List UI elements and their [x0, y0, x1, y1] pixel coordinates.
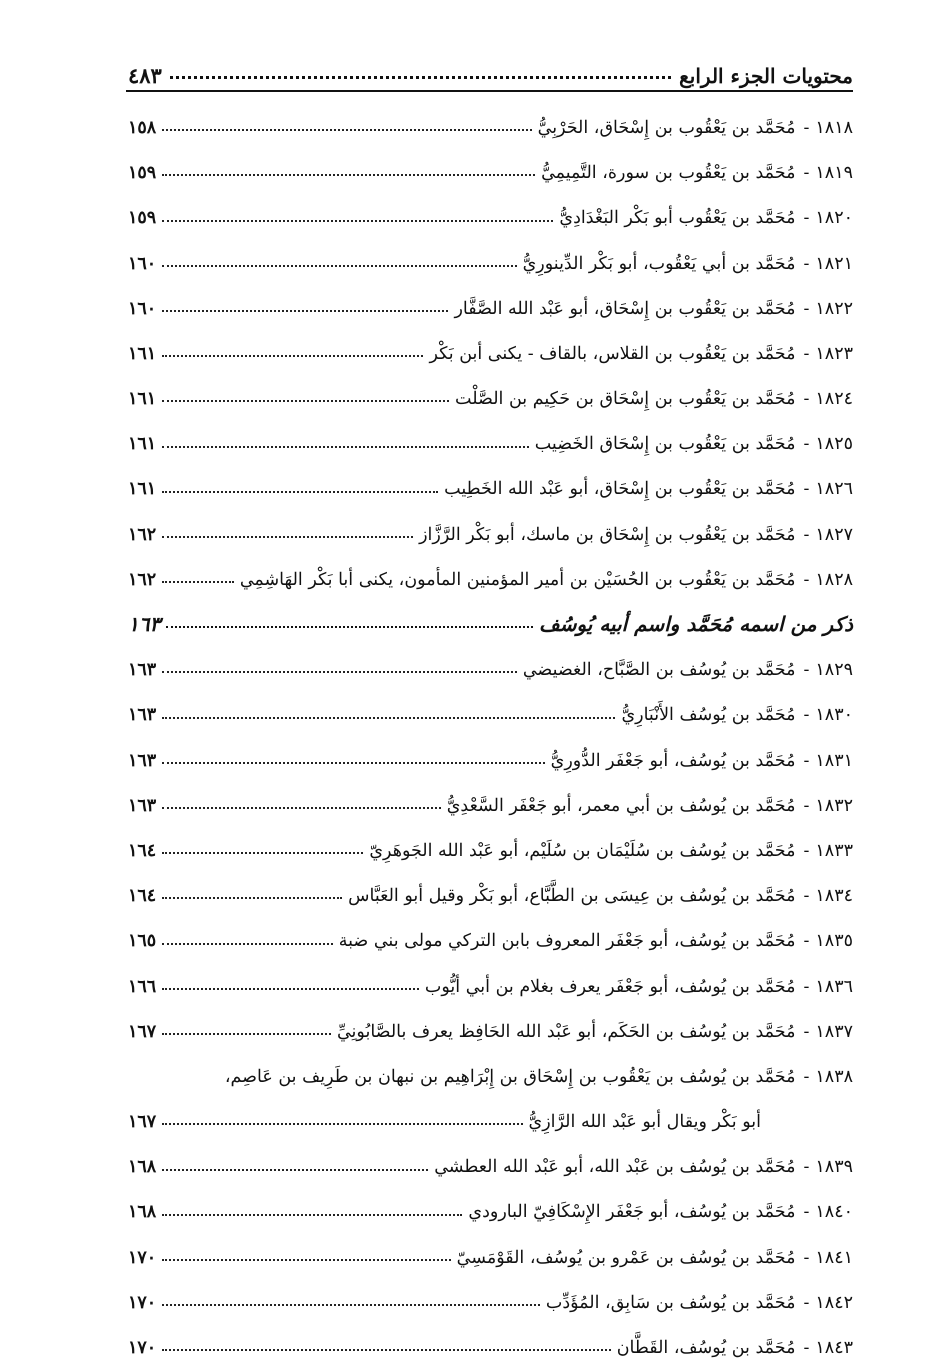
dot-leader — [162, 220, 553, 222]
toc-entry — [128, 952, 853, 997]
entry-page: ١٦٣ — [128, 705, 157, 726]
toc-entry — [128, 364, 853, 409]
entry-title: مُحَمَّد بن يُوسُف، أبو جَعْفَر الإِسْكَافِيّ البارودي — [468, 1202, 796, 1223]
toc-entry — [128, 635, 853, 680]
entry-page: ١٦١ — [128, 479, 157, 500]
dot-leader — [162, 129, 531, 131]
entry-number: ١٨٢٩ — [815, 660, 853, 681]
header-rule — [126, 90, 853, 92]
toc-entry — [128, 183, 853, 228]
entry-title: مُحَمَّد بن يُوسُف بن أبي معمر، أبو جَعْفَر السَّعْدِيُّ — [446, 795, 796, 816]
entry-number: ١٨٣٤ — [815, 886, 853, 907]
entry-dash: - — [803, 886, 810, 907]
entry-number: ١٨٣٧ — [815, 1021, 853, 1042]
entry-dash: - — [803, 163, 810, 184]
entry-title: مُحَمَّد بن يَعْقُوب بن سورة، التَّمِيمِيُّ — [541, 163, 796, 184]
entry-title: مُحَمَّد بن يُوسُف، أبو جَعْفَر الدُّورِيُّ — [550, 750, 796, 771]
entry-number: ١٨٣٣ — [815, 840, 853, 861]
dot-leader — [162, 1304, 540, 1306]
entry-number: ١٨٢٥ — [815, 434, 853, 455]
entry-dash: - — [803, 343, 810, 364]
dot-leader — [162, 174, 535, 176]
toc-entry — [128, 1313, 853, 1358]
entry-title: مُحَمَّد بن يُوسُف، أبو جَعْفَر يعرف بغلام بن أبي أيُّوب — [424, 976, 796, 997]
dot-leader — [162, 310, 448, 312]
page-header — [128, 48, 853, 88]
entry-dash: - — [803, 389, 810, 410]
entry-dash: - — [803, 569, 810, 590]
toc-entry — [128, 229, 853, 274]
entry-page: ١٦٣ — [128, 795, 157, 816]
dot-leader — [162, 1169, 428, 1171]
entry-title: مُحَمَّد بن يُوسُف بن عَبْد الله، أبو عَبْد الله العطشي — [434, 1157, 796, 1178]
toc-entry — [128, 93, 853, 138]
entry-page: ١٦٣ — [128, 750, 157, 771]
dot-leader — [162, 762, 544, 764]
entry-page: ١٦٢ — [128, 524, 157, 545]
entry-title: مُحَمَّد بن يَعْقُوب بن إِسْحَاق بن ماسك، أبو بَكْر الرَّزَّاز — [419, 524, 796, 545]
entry-number: ١٨١٩ — [815, 163, 853, 184]
entry-number: ١٨٣١ — [815, 750, 853, 771]
entry-page: ١٧٠ — [128, 1292, 157, 1313]
entry-page: ١٦٠ — [128, 298, 157, 319]
entry-dash: - — [803, 1157, 810, 1178]
entry-page: ١٥٩ — [128, 208, 157, 229]
toc-entry — [128, 319, 853, 364]
entry-dash: - — [803, 1202, 810, 1223]
entry-title: مُحَمَّد بن يَعْقُوب أبو بَكْر البَغْدَادِيُّ — [559, 208, 796, 229]
dot-leader — [166, 626, 533, 628]
entry-number: ١٨٢٣ — [815, 343, 853, 364]
entry-number: ١٨١٨ — [815, 117, 853, 138]
toc-entry — [128, 545, 853, 590]
entry-number: ١٨٤٣ — [815, 1338, 853, 1358]
toc-entry — [128, 726, 853, 771]
toc-entry — [128, 1132, 853, 1177]
section-title: ذكر من اسمه مُحَمَّد واسم أبيه يُوسُف — [539, 612, 853, 637]
entry-title: مُحَمَّد بن يُوسُف بن عِيسَى بن الطَّبَّاع، أبو بَكْر وقيل أبو العَبَّاس — [348, 886, 796, 907]
dot-leader — [162, 807, 440, 809]
entry-page: ١٥٩ — [128, 163, 157, 184]
dot-leader — [162, 717, 615, 719]
toc-entry — [128, 997, 853, 1042]
entry-title: مُحَمَّد بن يُوسُف بن سَابِق، المُؤَدِّب — [545, 1292, 796, 1313]
entry-title: مُحَمَّد بن يَعْقُوب بن القلاس، بالقاف - يكنى أبن بَكْر — [429, 343, 796, 364]
toc-entry — [128, 500, 853, 545]
entry-title: مُحَمَّد بن يُوسُف بن يَعْقُوب بن إِسْحَاق بن إِبْرَاهِيم بن نبهان بن طَرِيف بن عَاصِم، — [224, 1066, 796, 1087]
entry-number: ١٨٣٦ — [815, 976, 853, 997]
dot-leader — [162, 355, 423, 357]
entry-page: ١٦٤ — [128, 840, 157, 861]
toc-entry — [128, 409, 853, 454]
entry-dash: - — [803, 705, 810, 726]
entry-page: ١٦٧ — [128, 1112, 157, 1133]
entry-number: ١٨٤٠ — [815, 1202, 853, 1223]
entry-number: ١٨٢٢ — [815, 298, 853, 319]
dot-leader — [162, 536, 413, 538]
entry-dash: - — [803, 208, 810, 229]
entry-dash: - — [803, 117, 810, 138]
entry-page: ١٦٠ — [128, 253, 157, 274]
page-number: ٤٨٣ — [128, 63, 162, 88]
entry-dash: - — [803, 660, 810, 681]
entry-dash: - — [803, 1021, 810, 1042]
entry-dash: - — [803, 750, 810, 771]
entry-title: مُحَمَّد بن يَعْقُوب بن إِسْحَاق، أبو عَبْد الله الصَّفَّار — [454, 298, 796, 319]
dot-leader — [162, 1349, 610, 1351]
entry-number: ١٨٤١ — [815, 1247, 853, 1268]
entry-title: مُحَمَّد بن يَعْقُوب بن الحُسَيْن بن أمير المؤمنين المأمون، يكنى أبا بَكْر الهَاشِمِي — [239, 569, 796, 590]
entry-page: ١٦١ — [128, 434, 157, 455]
entry-number: ١٨٣٥ — [815, 931, 853, 952]
toc-entry — [128, 906, 853, 951]
entry-title: مُحَمَّد بن يُوسُف بن سُلَيْمَان بن سُلَيْم، أبو عَبْد الله الجَوهَرِيّ — [369, 840, 796, 861]
dot-leader — [162, 943, 333, 945]
entry-dash: - — [803, 1338, 810, 1358]
entry-number: ١٨٢١ — [815, 253, 853, 274]
toc-entry — [128, 138, 853, 183]
entry-page: ١٦١ — [128, 343, 157, 364]
entry-page: ١٦٢ — [128, 569, 157, 590]
entry-title-continued: أبو بَكْر ويقال أبو عَبْد الله الرَّازِيُّ — [528, 1112, 761, 1133]
toc-entry — [128, 455, 853, 500]
dot-leader — [162, 446, 529, 448]
entry-number: ١٨٣٨ — [815, 1066, 853, 1087]
entry-dash: - — [803, 479, 810, 500]
entry-dash: - — [803, 840, 810, 861]
entry-page: ١٦٧ — [128, 1021, 157, 1042]
entry-title: مُحَمَّد بن يُوسُف بن الحَكَم، أبو عَبْد الله الحَافِظ يعرف بالصَّابُونِيِّ — [336, 1021, 796, 1042]
entry-number: ١٨٢٦ — [815, 479, 853, 500]
entry-title: مُحَمَّد بن يَعْقُوب بن إِسْحَاق بن حَكِيم بن الصَّلْت — [455, 389, 796, 410]
toc-entry — [128, 1223, 853, 1268]
dot-leader — [162, 988, 419, 990]
entry-title: مُحَمَّد بن يُوسُف بن عَمْرو بن يُوسُف، القَوْمَسِيّ — [456, 1247, 796, 1268]
toc-entry-continuation — [128, 1087, 853, 1132]
entry-dash: - — [803, 795, 810, 816]
entry-page: ١٧٠ — [128, 1338, 157, 1358]
entry-title: مُحَمَّد بن يُوسُف، القَطَّان — [616, 1338, 796, 1358]
toc-entry — [128, 1178, 853, 1223]
dot-leader — [162, 671, 517, 673]
toc-entry — [128, 771, 853, 816]
dot-leader — [162, 491, 438, 493]
toc-entry — [128, 680, 853, 725]
entry-title: مُحَمَّد بن يَعْقُوب بن إِسْحَاق، الحَرْبِيُّ — [537, 117, 796, 138]
dot-leader — [162, 265, 516, 267]
dot-leader — [162, 1214, 462, 1216]
entry-title: مُحَمَّد بن أبي يَعْقُوب، أبو بَكْر الدِّينورِيُّ — [522, 253, 796, 274]
entry-dash: - — [803, 434, 810, 455]
entry-number: ١٨٢٤ — [815, 389, 853, 410]
toc-entry — [128, 816, 853, 861]
dot-leader — [162, 400, 449, 402]
entry-dash: - — [803, 931, 810, 952]
entry-page: ١٦١ — [128, 389, 157, 410]
entry-number: ١٨٤٢ — [815, 1292, 853, 1313]
entry-page: ١٧٠ — [128, 1247, 157, 1268]
section-heading — [128, 590, 853, 635]
dot-leader — [162, 897, 342, 899]
toc-entry — [128, 861, 853, 906]
entry-dash: - — [803, 976, 810, 997]
entry-dash: - — [803, 1066, 810, 1087]
dot-leader — [162, 852, 363, 854]
entry-dash: - — [803, 1292, 810, 1313]
entry-number: ١٨٣٠ — [815, 705, 853, 726]
entry-title: مُحَمَّد بن يَعْقُوب بن إِسْحَاق الخَضِيب — [534, 434, 796, 455]
entry-page: ١٦٤ — [128, 886, 157, 907]
section-page: ١٦٣ — [128, 612, 161, 637]
entry-title: مُحَمَّد بن يَعْقُوب بن إِسْحَاق، أبو عَبْد الله الخَطِيب — [444, 479, 796, 500]
toc-entry — [128, 1042, 853, 1087]
dot-leader — [162, 581, 234, 583]
dot-leader — [162, 1033, 331, 1035]
contents-list — [128, 93, 853, 1358]
entry-dash: - — [803, 298, 810, 319]
entry-number: ١٨٢٧ — [815, 524, 853, 545]
entry-dash: - — [803, 253, 810, 274]
entry-page: ١٦٣ — [128, 660, 157, 681]
dot-leader — [162, 1259, 450, 1261]
entry-page: ١٦٨ — [128, 1157, 157, 1178]
toc-entry — [128, 1268, 853, 1313]
dot-leader — [162, 1123, 522, 1125]
entry-title: مُحَمَّد بن يُوسُف بن الصَّبَّاح، الغضيضي — [522, 660, 796, 681]
running-title: محتويات الجزء الرابع — [679, 64, 853, 88]
entry-title: مُحَمَّد بن يُوسُف الأَنْبَارِيُّ — [621, 705, 796, 726]
entry-dash: - — [803, 1247, 810, 1268]
entry-number: ١٨٣٩ — [815, 1157, 853, 1178]
entry-page: ١٥٨ — [128, 117, 157, 138]
dot-leader — [170, 76, 671, 79]
toc-entry — [128, 274, 853, 319]
entry-page: ١٦٥ — [128, 931, 157, 952]
entry-page: ١٦٨ — [128, 1202, 157, 1223]
entry-number: ١٨٢٨ — [815, 569, 853, 590]
entry-number: ١٨٢٠ — [815, 208, 853, 229]
entry-dash: - — [803, 524, 810, 545]
entry-number: ١٨٣٢ — [815, 795, 853, 816]
entry-title: مُحَمَّد بن يُوسُف، أبو جَعْفَر المعروف بابن التركي مولى بني ضبة — [338, 931, 796, 952]
entry-page: ١٦٦ — [128, 976, 157, 997]
